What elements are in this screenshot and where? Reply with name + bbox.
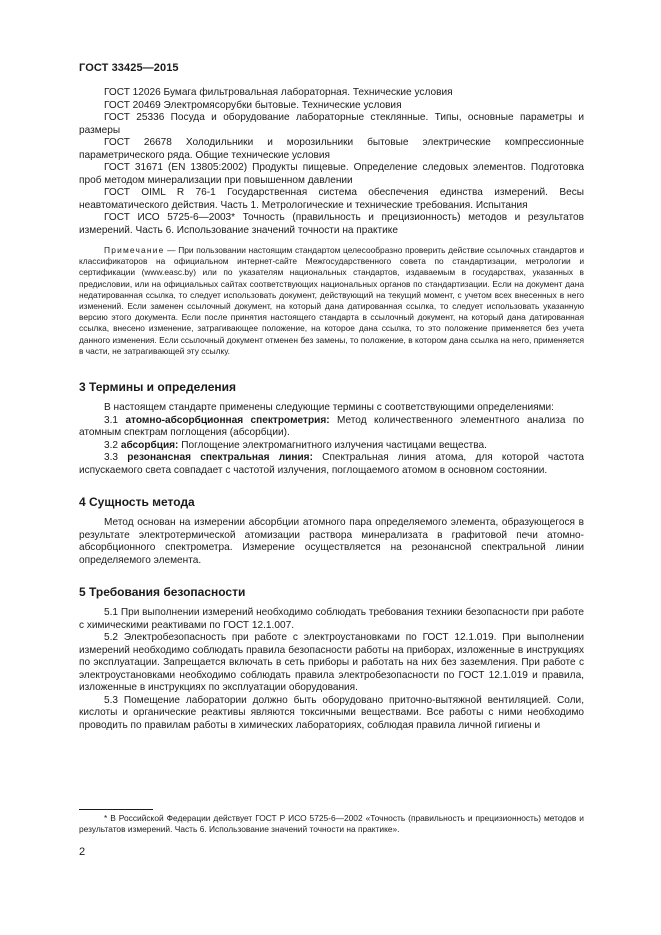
reference-item: ГОСТ 20469 Электромясорубки бытовые. Технические условия [104,99,402,111]
section-3-intro: В настоящем стандарте применены следующие термины с соответствующими определениями: [104,402,554,414]
reference-item: ГОСТ 12026 Бумага фильтровальная лабораторная. Технические условия [104,87,453,98]
term-name: резонансная спектральная линия: [127,452,313,464]
section-4-text: Метод основан на измерении абсорбции атомного пара определяемого элемента, образующегося в результате электротермической атомизации раствора минерализата в графитовой печи атомно-абсорбционного спектрометра. Измерение осуществляется на резонансной спектральной линии определяемого элемента. [79,517,584,566]
safety-paragraph: 5.3 Помещение лаборатории должно быть оборудовано приточно-вытяжной вентиляцией. Соли, кислоты и органические реактивы являются токсичными веществами. Все работы с ними необходимо проводить по правилам работы в химических лабораториях, соблюдая правила личной гигиены и [79,694,584,731]
document-code-header: ГОСТ 33425—2015 [79,62,179,74]
term-definition: 3.2 абсорбция: Поглощение электромагнитного излучения частицами вещества. [104,439,487,451]
reference-item: ГОСТ OIML R 76-1 Государственная система обеспечения единства измерений. Весы неавтоматического действия. Часть 1. Метрологические и технические требования. Испытания [79,187,584,211]
section-3-title: 3 Термины и определения [79,380,237,395]
term-name: атомно-абсорбционная спектрометрия: [125,414,330,426]
term-definition: 3.1 атомно-абсорбционная спектрометрия: Метод количественного элементного анализа по атомным спектрам поглощения (абсорбции). [79,414,584,439]
footnote-divider [79,809,153,810]
reference-item: ГОСТ 31671 (EN 13805:2002) Продукты пищевые. Определение следовых элементов. Подготовка проб методом минерализации при повышенном давлении [79,162,584,186]
page-number: 2 [79,846,86,858]
term-text: Спектральная линия атома, для которой частота испускаемого света совпадает с частотой излучения, поглощаемого атомом в основном состоянии. [79,452,585,476]
term-name: абсорбция: [120,439,179,451]
note-label: Примечание [104,245,165,255]
reference-item: ГОСТ 25336 Посуда и оборудование лабораторные стеклянные. Типы, основные параметры и размеры [79,112,584,136]
reference-item: ГОСТ 26678 Холодильники и морозильники бытовые электрические компрессионные параметрического ряда. Общие технические условия [79,137,584,161]
safety-paragraph: 5.1 При выполнении измерений необходимо соблюдать требования техники безопасности при работе с химическими реактивами по ГОСТ 12.1.007. [79,607,584,631]
references-note [79,245,584,357]
document-body [79,87,584,732]
term-definition: 3.3 резонансная спектральная линия: Спектральная линия атома, для которой частота испускаемого света совпадает с частотой излучения, поглощаемого атомом в основном состоянии. [79,452,585,476]
term-text: Метод количественного элементного анализа по атомным спектрам поглощения (абсорбции). [79,414,584,439]
footnote: * В Российской Федерации действует ГОСТ Р ИСО 5725-6—2002 «Точность (правильность и прецизионность) методов и результатов измерений. Часть 6. Использование значений точности на практике». [79,813,584,835]
note-text: — При пользовании настоящим стандартом целесообразно проверить действие ссылочных стандартов и классификаторов на официальном интернет-сайте Межгосударственного совета по стандартизации, метрологии и сертификации (www.easc.by) или по указателям национальных стандартов, издаваемым в государствах, указанных в предисловии, или на официальных сайтах соответствующих национальных органов по стандартизации. Если на документ дана недатированная ссылка, то следует использовать документ, действующий на текущий момент, с учетом всех внесенных в него изменений. Если заменен ссылочный документ, на который дана датированная ссылка, то следует использовать указанную версию этого документа. Если после принятия настоящего стандарта в ссылочный документ, на который дана датированная ссылка, внесено изменение, затрагивающее положение, на которое дана ссылка, то это положение применяется без учета данного изменения. Если ссылочный документ отменен без замены, то положение, в котором дана ссылка на него, применяется в части, не затрагивающей эту ссылку. [79,245,584,356]
reference-item: ГОСТ ИСО 5725-6—2003* Точность (правильность и прецизионность) методов и результатов измерений. Часть 6. Использование значений точности на практике [79,212,584,236]
section-4-title: 4 Сущность метода [79,495,195,510]
safety-paragraph: 5.2 Электробезопасность при работе с электроустановками по ГОСТ 12.1.019. При выполнении измерений необходимо соблюдать правила безопасности работы на приборах, изложенные в инструкциях по эксплуатации. Запрещается включать в сеть приборы и работать на них без заземления. При работе с электроустановками необходимо соблюдать правила электробезопасности по ГОСТ 12.1.019 и правила, изложенные в инструкциях по эксплуатации оборудования. [79,632,584,694]
term-text: Поглощение электромагнитного излучения частицами вещества. [178,439,487,451]
section-5-title: 5 Требования безопасности [79,585,246,600]
